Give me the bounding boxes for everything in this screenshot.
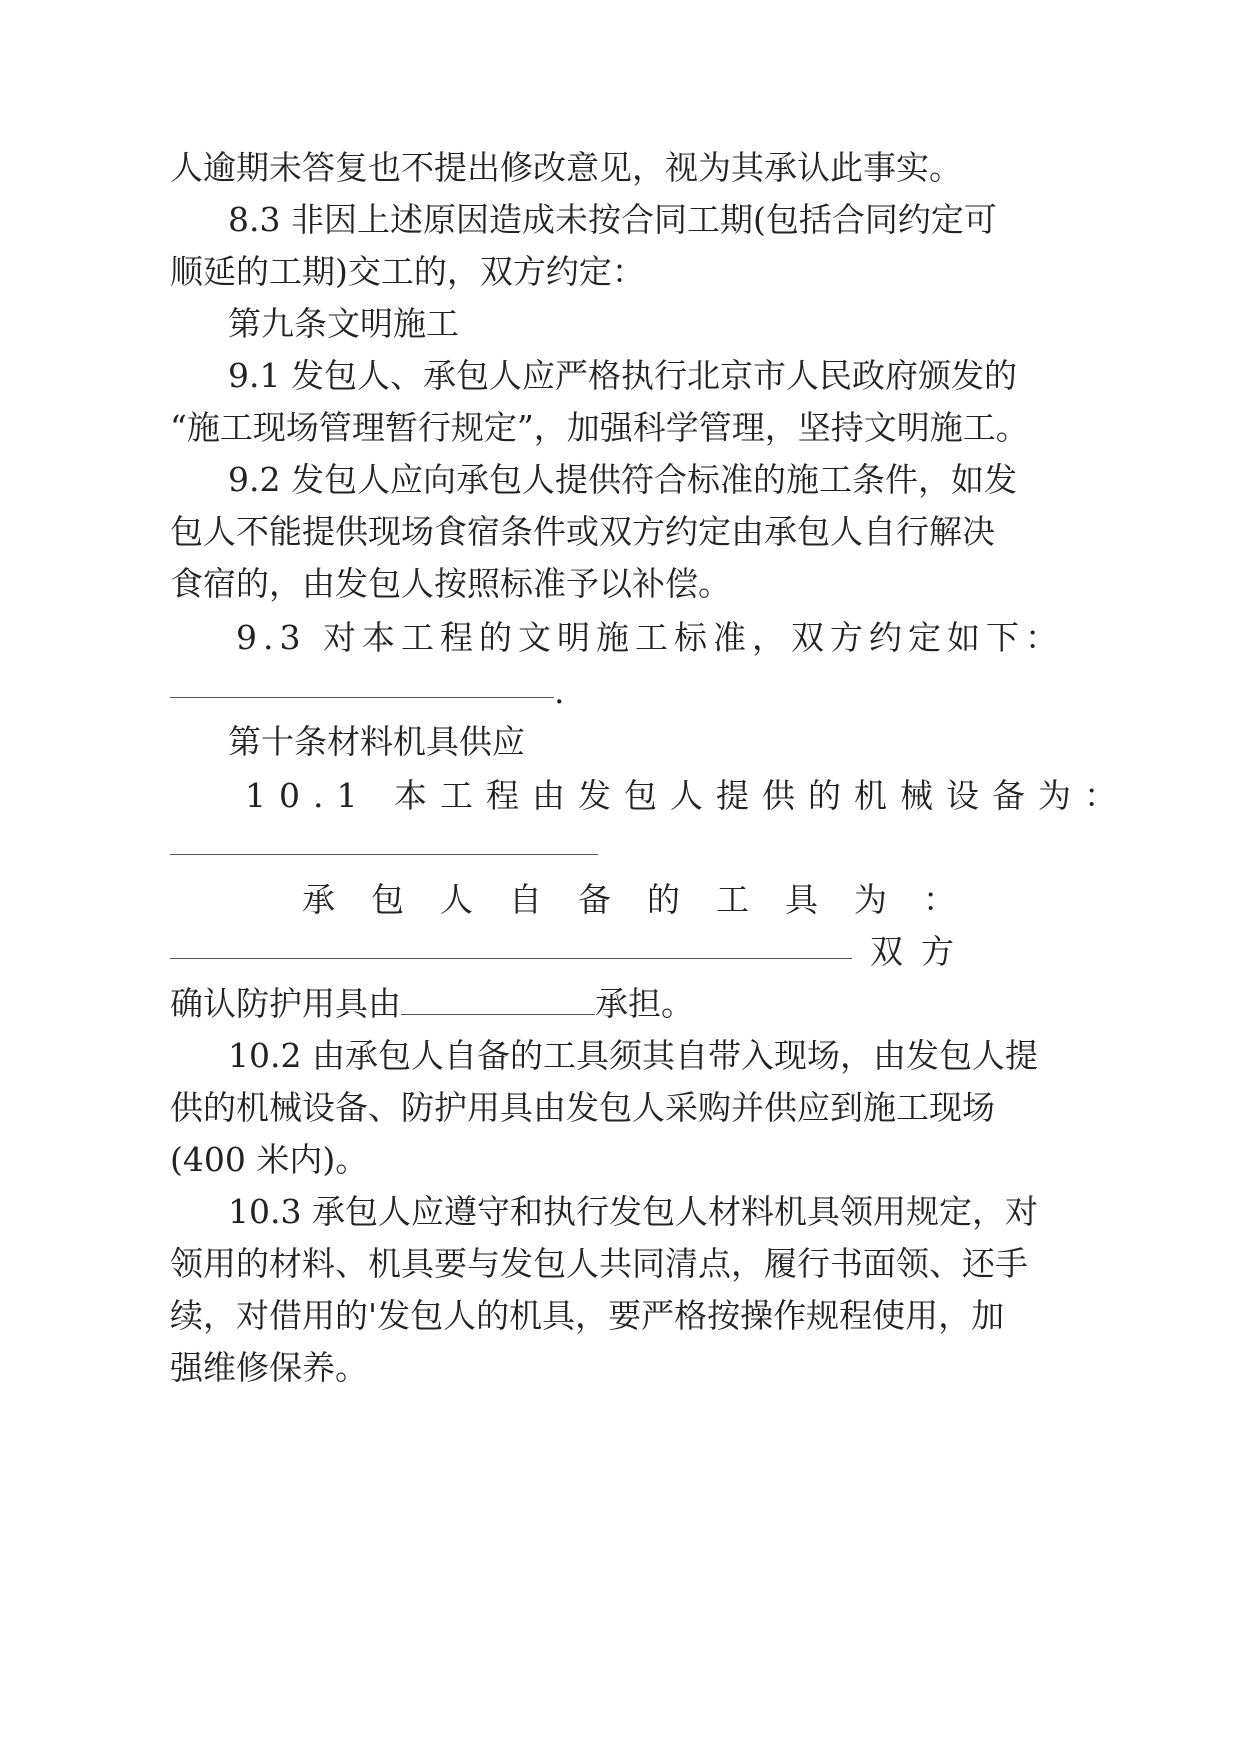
fill-blank-line — [170, 697, 554, 698]
article-9-heading: 第九条文明施工 — [228, 304, 459, 343]
paragraph-line: 承包人自备的工具为： — [302, 880, 992, 919]
paragraph-line: 包人不能提供现场食宿条件或双方约定由承包人自行解决 — [170, 512, 995, 551]
paragraph-line: 强维修保养。 — [170, 1348, 368, 1387]
paragraph-line: 食宿的，由发包人按照标准予以补偿。 — [170, 564, 731, 603]
paragraph-line — [170, 984, 694, 1024]
clause-8-3-line: 8.3 非因上述原因造成未按合同工期(包括合同约定可 — [228, 200, 997, 239]
paragraph-line: 续，对借用的'发包人的机具，要严格按操作规程使用，加 — [170, 1296, 1005, 1335]
clause-10-3-line: 10.3 承包人应遵守和执行发包人材料机具领用规定，对 — [228, 1192, 1038, 1231]
clause-10-1-line: 10.1 本工程由发包人提供的机械设备为： — [245, 776, 1130, 815]
fill-blank-line — [170, 854, 598, 855]
clause-9-3-line: 9.3 对本工程的文明施工标准，双方约定如下： — [236, 618, 1064, 657]
fill-blank-line — [170, 958, 852, 959]
paragraph-line: 供的机械设备、防护用具由发包人采购并供应到施工现场 — [170, 1088, 995, 1127]
clause-9-1-line: 9.1 发包人、承包人应严格执行北京市人民政府颁发的 — [228, 356, 1017, 395]
paragraph-line: 领用的材料、机具要与发包人共同清点，履行书面领、还手 — [170, 1244, 1028, 1283]
clause-9-2-line: 9.2 发包人应向承包人提供符合标准的施工条件，如发 — [228, 460, 1017, 499]
paragraph-line: 双方 — [870, 932, 972, 971]
paragraph-line: “施工现场管理暂行规定”，加强科学管理，坚持文明施工。 — [170, 408, 1029, 447]
line-text: 确认防护用具由 — [170, 984, 401, 1023]
paragraph-line: (400 米内)。 — [170, 1140, 369, 1179]
article-10-heading: 第十条材料机具供应 — [228, 722, 525, 761]
paragraph-line: 人逾期未答复也不提出修改意见，视为其承认此事实。 — [170, 148, 962, 187]
fill-blank-inline — [401, 986, 595, 1015]
line-text: 承担。 — [595, 984, 694, 1023]
paragraph-line: 顺延的工期)交工的，双方约定： — [170, 252, 645, 291]
paragraph-line: . — [554, 672, 565, 711]
clause-10-2-line: 10.2 由承包人自备的工具须其自带入现场，由发包人提 — [228, 1036, 1038, 1075]
